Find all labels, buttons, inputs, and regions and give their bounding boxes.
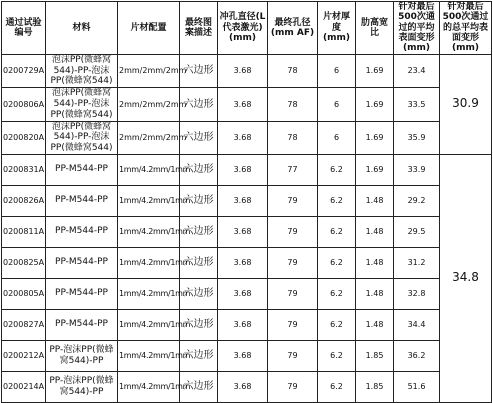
cell-shape: 六边形 <box>180 88 218 121</box>
header-hole-size: 最终孔径(mm AF) <box>268 2 318 55</box>
table-row <box>2 247 492 278</box>
cell-material: 泡沫PP(微蜂窝544)-PP-泡沫PP(微蜂窝544) <box>46 88 118 121</box>
header-test-id: 通过试验编号 <box>2 2 46 55</box>
header-material: 材料 <box>46 2 118 55</box>
cell-material: PP-M544-PP <box>46 216 118 247</box>
cell-avg500: 29.2 <box>394 185 440 216</box>
table-row <box>2 340 492 371</box>
cell-material: PP-泡沫PP(微蜂窝544)-PP <box>46 371 118 402</box>
cell-test-id: 0200826A <box>2 185 46 216</box>
cell-hole: 79 <box>268 247 318 278</box>
cell-material: PP-M544-PP <box>46 185 118 216</box>
cell-thickness: 6.2 <box>318 340 356 371</box>
cell-avg500: 31.2 <box>394 247 440 278</box>
cell-hole: 77 <box>268 154 318 185</box>
cell-material: PP-泡沫PP(微蜂窝544)-PP <box>46 340 118 371</box>
cell-avg500: 23.4 <box>394 54 440 87</box>
cell-material: PP-M544-PP <box>46 247 118 278</box>
header-avg-deformation: 针对最后500次通过的平均表面变形(mm) <box>394 2 440 55</box>
cell-punch: 3.68 <box>218 216 268 247</box>
cell-hole: 79 <box>268 216 318 247</box>
cell-thickness: 6 <box>318 54 356 87</box>
cell-shape: 六边形 <box>180 247 218 278</box>
header-rib-ratio: 肋高宽比 <box>356 2 394 55</box>
cell-punch: 3.68 <box>218 371 268 402</box>
cell-test-id: 0200820A <box>2 121 46 154</box>
cell-config: 1mm/4.2mm/1mm <box>118 371 180 402</box>
cell-avg500: 51.6 <box>394 371 440 402</box>
cell-hole: 79 <box>268 340 318 371</box>
cell-material: PP-M544-PP <box>46 309 118 340</box>
cell-config: 2mm/2mm/2mm <box>118 88 180 121</box>
header-punch-diameter: 冲孔直径(L代表激光)(mm) <box>218 2 268 55</box>
cell-thickness: 6.2 <box>318 309 356 340</box>
cell-shape: 六边形 <box>180 216 218 247</box>
cell-ratio: 1.85 <box>356 340 394 371</box>
cell-material: PP-M544-PP <box>46 278 118 309</box>
cell-shape: 六边形 <box>180 278 218 309</box>
cell-shape: 六边形 <box>180 154 218 185</box>
cell-ratio: 1.48 <box>356 185 394 216</box>
cell-punch: 3.68 <box>218 88 268 121</box>
header-pattern: 最终图案描述 <box>180 2 218 55</box>
cell-shape: 六边形 <box>180 185 218 216</box>
cell-ratio: 1.69 <box>356 121 394 154</box>
cell-ratio: 1.48 <box>356 216 394 247</box>
table-row <box>2 309 492 340</box>
cell-config: 2mm/2mm/2mm <box>118 121 180 154</box>
table-row <box>2 185 492 216</box>
cell-ratio: 1.48 <box>356 247 394 278</box>
cell-hole: 79 <box>268 371 318 402</box>
cell-material: 泡沫PP(微蜂窝544)-PP-泡沫PP(微蜂窝544) <box>46 54 118 87</box>
cell-config: 1mm/4.2mm/1mm <box>118 278 180 309</box>
cell-avg500: 35.9 <box>394 121 440 154</box>
cell-shape: 六边形 <box>180 340 218 371</box>
cell-punch: 3.68 <box>218 278 268 309</box>
cell-punch: 3.68 <box>218 340 268 371</box>
cell-config: 1mm/4.2mm/1mm <box>118 309 180 340</box>
cell-shape: 六边形 <box>180 371 218 402</box>
cell-ratio: 1.69 <box>356 154 394 185</box>
cell-thickness: 6.2 <box>318 278 356 309</box>
cell-thickness: 6.2 <box>318 154 356 185</box>
cell-avg500: 29.5 <box>394 216 440 247</box>
cell-test-id: 0200827A <box>2 309 46 340</box>
cell-thickness: 6 <box>318 121 356 154</box>
cell-material: PP-M544-PP <box>46 154 118 185</box>
cell-hole: 79 <box>268 185 318 216</box>
cell-thickness: 6.2 <box>318 185 356 216</box>
cell-punch: 3.68 <box>218 309 268 340</box>
table-row <box>2 88 492 121</box>
cell-avg500: 33.5 <box>394 88 440 121</box>
cell-config: 1mm/4.2mm/1mm <box>118 340 180 371</box>
cell-test-id: 0200811A <box>2 216 46 247</box>
cell-punch: 3.68 <box>218 247 268 278</box>
cell-thickness: 6.2 <box>318 371 356 402</box>
cell-hole: 78 <box>268 54 318 87</box>
cell-avg500: 34.4 <box>394 309 440 340</box>
table-row <box>2 216 492 247</box>
cell-test-id: 0200806A <box>2 88 46 121</box>
cell-config: 1mm/4.2mm/1mm <box>118 216 180 247</box>
cell-test-id: 0200212A <box>2 340 46 371</box>
cell-test-id: 0200214A <box>2 371 46 402</box>
table-row <box>2 278 492 309</box>
cell-hole: 78 <box>268 121 318 154</box>
header-sheet-config: 片材配置 <box>118 2 180 55</box>
spec-table <box>1 1 492 403</box>
cell-material: 泡沫PP(微蜂窝544)-PP-泡沫PP(微蜂窝544) <box>46 121 118 154</box>
cell-ratio: 1.69 <box>356 54 394 87</box>
cell-ratio: 1.85 <box>356 371 394 402</box>
cell-shape: 六边形 <box>180 121 218 154</box>
table-row <box>2 371 492 402</box>
cell-shape: 六边形 <box>180 309 218 340</box>
cell-config: 1mm/4.2mm/1mm <box>118 154 180 185</box>
cell-punch: 3.68 <box>218 54 268 87</box>
cell-punch: 3.68 <box>218 185 268 216</box>
header-sheet-thickness: 片材厚度(mm) <box>318 2 356 55</box>
header-row <box>2 2 492 55</box>
cell-punch: 3.68 <box>218 154 268 185</box>
cell-group-average: 30.9 <box>440 54 492 154</box>
cell-ratio: 1.48 <box>356 278 394 309</box>
cell-config: 1mm/4.2mm/1mm <box>118 185 180 216</box>
cell-ratio: 1.48 <box>356 309 394 340</box>
cell-config: 2mm/2mm/2mm <box>118 54 180 87</box>
header-total-avg-deformation: 针对最后500次通过的总平均表面变形(mm) <box>440 2 492 55</box>
cell-test-id: 0200825A <box>2 247 46 278</box>
cell-hole: 78 <box>268 88 318 121</box>
cell-shape: 六边形 <box>180 54 218 87</box>
cell-test-id: 0200805A <box>2 278 46 309</box>
table-row <box>2 54 492 87</box>
cell-avg500: 32.8 <box>394 278 440 309</box>
cell-avg500: 33.9 <box>394 154 440 185</box>
cell-hole: 79 <box>268 309 318 340</box>
cell-ratio: 1.69 <box>356 88 394 121</box>
table-row <box>2 154 492 185</box>
cell-avg500: 36.2 <box>394 340 440 371</box>
cell-test-id: 0200831A <box>2 154 46 185</box>
cell-thickness: 6 <box>318 88 356 121</box>
cell-config: 1mm/4.2mm/1mm <box>118 247 180 278</box>
table-row <box>2 121 492 154</box>
cell-hole: 79 <box>268 278 318 309</box>
cell-punch: 3.68 <box>218 121 268 154</box>
cell-test-id: 0200729A <box>2 54 46 87</box>
cell-thickness: 6.2 <box>318 247 356 278</box>
cell-group-average: 34.8 <box>440 154 492 402</box>
cell-thickness: 6.2 <box>318 216 356 247</box>
